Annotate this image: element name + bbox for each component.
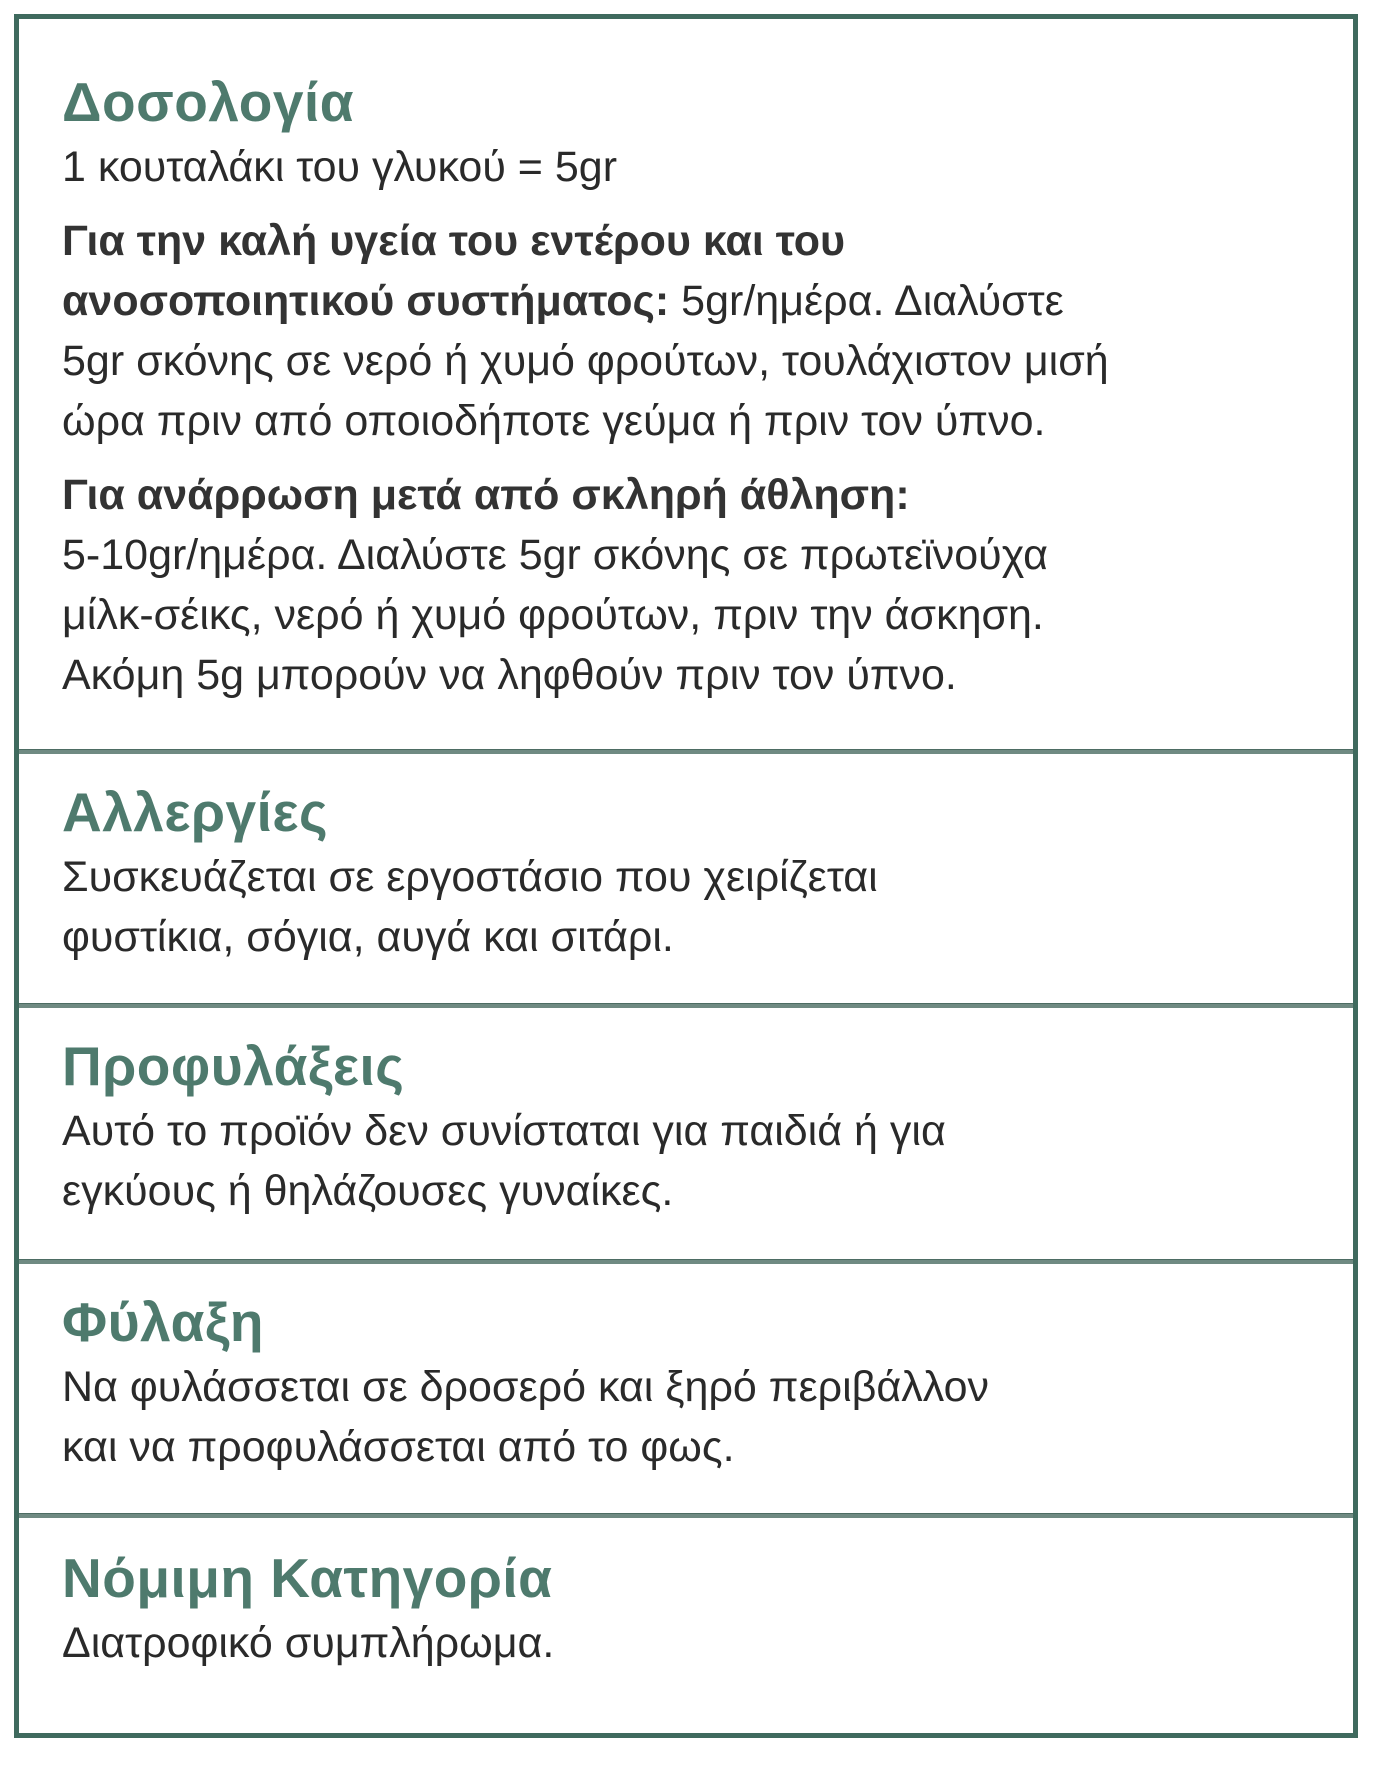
dosage-section (19, 71, 1353, 705)
recovery-label-line (62, 465, 1333, 525)
product-info-label (14, 14, 1358, 1738)
gut-health-label-part2: ανοσοποιητικού συστήματος: (62, 277, 670, 325)
precautions-section (19, 1035, 1353, 1221)
dosage-heading: Δοσολογία (62, 71, 355, 133)
legal-category-body (62, 1613, 1333, 1673)
gut-health-line2 (62, 271, 1333, 331)
storage-line1: Να φυλάσσεται σε δροσερό και ξηρό περιβάλλον (62, 1363, 989, 1411)
recovery-line1: 5-10gr/ημέρα. Διαλύστε 5gr σκόνης σε πρωτεϊνούχα (62, 531, 1048, 579)
precautions-body (62, 1101, 1333, 1221)
allergies-section (19, 781, 1353, 967)
legal-category-section (19, 1547, 1353, 1673)
recovery-label: Για ανάρρωση μετά από σκληρή άθληση: (62, 471, 910, 519)
divider-2 (19, 1003, 1353, 1008)
dosage-body (62, 137, 1333, 705)
gut-health-label-line1 (62, 211, 1333, 271)
precautions-line2: εγκύους ή θηλάζουσες γυναίκες. (62, 1167, 674, 1215)
recovery-line2: μίλκ-σέικς, νερό ή χυμό φρούτων, πριν την άσκηση. (62, 591, 1044, 639)
allergies-line1: Συσκευάζεται σε εργοστάσιο που χειρίζεται (62, 853, 878, 901)
legal-category-line1: Διατροφικό συμπλήρωμα. (62, 1619, 555, 1667)
gut-health-label-part1: Για την καλή υγεία του εντέρου και του (62, 217, 846, 265)
divider-4 (19, 1513, 1353, 1518)
recovery-line3: Ακόμη 5g μπορούν να ληφθούν πριν τον ύπνο. (62, 651, 957, 699)
precautions-line1: Αυτό το προϊόν δεν συνίσταται για παιδιά ή για (62, 1107, 946, 1155)
storage-line2: και να προφυλάσσεται από το φως. (62, 1423, 735, 1471)
allergies-body (62, 847, 1333, 967)
gut-health-dose: 5gr/ημέρα. Διαλύστε (669, 277, 1064, 325)
divider-1 (19, 749, 1353, 754)
storage-heading: Φύλαξη (62, 1291, 264, 1353)
gut-health-line4: ώρα πριν από οποιοδήποτε γεύμα ή πριν τον ύπνο. (62, 397, 1046, 445)
allergies-line2: φυστίκια, σόγια, αυγά και σιτάρι. (62, 913, 674, 961)
storage-body (62, 1357, 1333, 1477)
storage-section (19, 1291, 1353, 1477)
allergies-heading: Αλλεργίες (62, 781, 329, 843)
legal-category-heading: Νόμιμη Κατηγορία (62, 1547, 553, 1609)
gut-health-line3: 5gr σκόνης σε νερό ή χυμό φρούτων, τουλάχιστον μισή (62, 337, 1109, 385)
dosage-teaspoon-line: 1 κουταλάκι του γλυκού = 5gr (62, 143, 618, 191)
divider-3 (19, 1259, 1353, 1264)
precautions-heading: Προφυλάξεις (62, 1035, 405, 1097)
